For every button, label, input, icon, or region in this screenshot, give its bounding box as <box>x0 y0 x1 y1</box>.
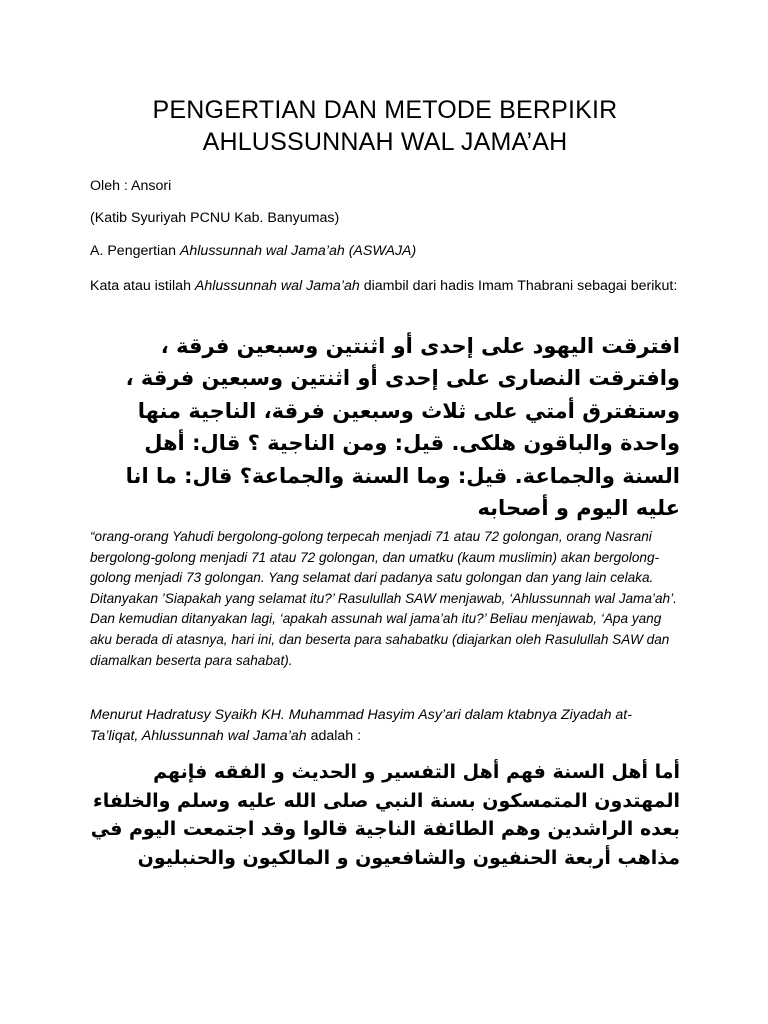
hasyim-intro-italic: Menurut Hadratusy Syaikh KH. Muhammad Hasyim Asy’ari dalam ktabnya Ziyadah at-Ta’liqat, Ahlussunnah wal Jama’ah <box>90 707 632 744</box>
hadith-translation: “orang-orang Yahudi bergolong-golong terpecah menjadi 71 atau 72 golongan, orang Nasrani bergolong-golong menjadi 71 atau 72 golongan, dan umatku (kaum muslimin) akan bergolong-golong menjadi 73 golongan. Yang selamat dari padanya satu golongan dan yang lain celaka. Ditanyakan ’Siapakah yang selamat itu?’ Rasulullah SAW menjawab, ‘Ahlussunnah wal Jama’ah’. Dan kemudian ditanyakan lagi, ‘apakah assunah wal jama’ah itu?’ Beliau menjawab, ‘Apa yang aku berada di atasnya, hari ini, dan beserta para sahabatku (diajarkan oleh Rasulullah SAW dan diamalkan beserta para sahabat). <box>90 529 677 668</box>
hasyim-intro-normal: adalah : <box>306 727 362 744</box>
intro-part-2: diambil dari hadis Imam Thabrani sebagai berikut: <box>359 278 678 294</box>
definition-arabic-text: أما أهل السنة فهم أهل التفسير و الحديث و الفقه فإنهم المهتدون المتمسكون بسنة النبي صلى الله عليه وسلم والخلفاء بعده الراشدين وهم الطائفة الناجية قالوا وقد اجتمعت اليوم في مذاهب أربعة الحنفيون والشافعيون و المالكيون والحنبليون <box>90 761 680 869</box>
section-a-heading <box>90 241 680 262</box>
hadith-arabic-text: افترقت اليهود على إحدى أو اثنتين وسبعين فرقة ، وافترقت النصارى على إحدى أو اثنتين وسبعين فرقة ، وستفترق أمتي على ثلاث وسبعين فرقة، الناجية منها واحدة والباقون هلكى. قيل: ومن الناجية ؟ قال: أهل السنة والجماعة. قيل: وما السنة والجماعة؟ قال: ما انا عليه اليوم و أصحابه <box>125 334 680 521</box>
section-a-prefix: A. Pengertian <box>90 243 180 259</box>
title-line-1: PENGERTIAN DAN METODE BERPIKIR <box>152 96 618 124</box>
author-affiliation: (Katib Syuriyah PCNU Kab. Banyumas) <box>90 210 340 226</box>
intro-term: Ahlussunnah wal Jama’ah <box>194 278 360 294</box>
section-a-term: Ahlussunnah wal Jama’ah (ASWAJA) <box>179 243 417 259</box>
intro-paragraph <box>90 276 680 297</box>
author-line: Oleh : Ansori <box>90 178 172 194</box>
hasyim-intro-paragraph <box>90 705 680 746</box>
title-line-2: AHLUSSUNNAH WAL JAMA’AH <box>202 128 568 156</box>
document-title <box>90 94 680 158</box>
intro-part-1: Kata atau istilah <box>90 278 195 294</box>
